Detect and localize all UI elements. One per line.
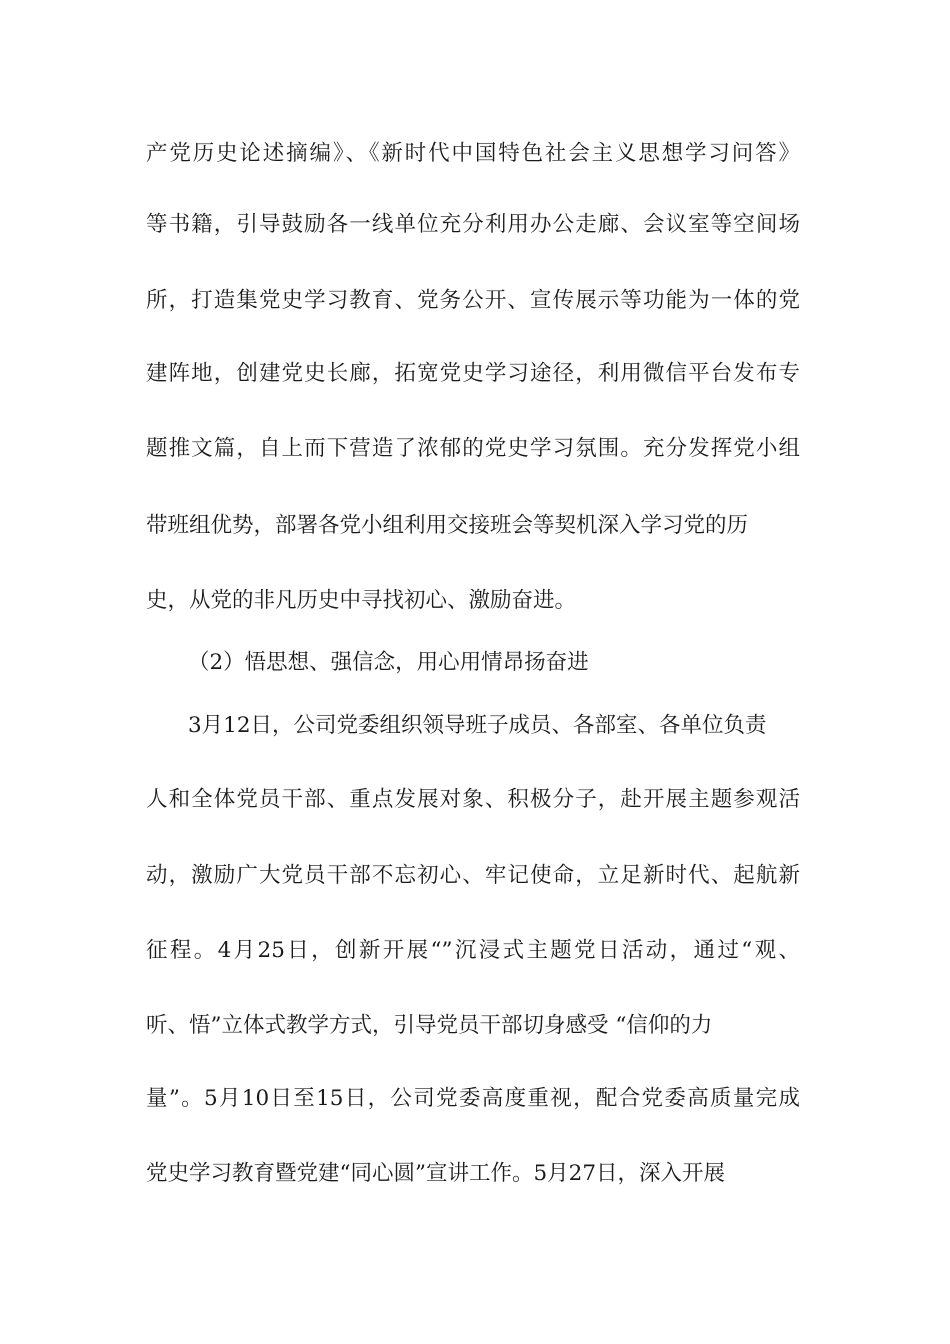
text-line: 听、悟”立体式教学方式，引导党员干部切身感受 “信仰的力 bbox=[146, 1013, 713, 1038]
text-line: 量”。5月10日至15日，公司党委高度重视，配合党委高质量完成 bbox=[146, 1086, 800, 1111]
text-line: 等书籍，引导鼓励各一线单位充分利用办公走廊、会议室等空间场 bbox=[146, 212, 800, 237]
text-line: 建阵地，创建党史长廊，拓宽党史学习途径，利用微信平台发布专 bbox=[146, 361, 800, 386]
text-line: 产党历史论述摘编》、《新时代中国特色社会主义思想学习问答》 bbox=[146, 141, 800, 166]
text-line: 动，激励广大党员干部不忘初心、牢记使命，立足新时代、起航新 bbox=[146, 863, 800, 888]
section-heading: （2）悟思想、强信念，用心用情昂扬奋进 bbox=[188, 650, 589, 675]
text-line: 人和全体党员干部、重点发展对象、积极分子，赴开展主题参观活 bbox=[146, 787, 800, 812]
text-line: 征程。4月25日，创新开展“”沉浸式主题党日活动，通过“观、 bbox=[146, 938, 800, 963]
text-line: 所，打造集党史学习教育、党务公开、宣传展示等功能为一体的党 bbox=[146, 288, 800, 313]
text-line: 带班组优势，部署各党小组利用交接班会等契机深入学习党的历 bbox=[146, 513, 749, 538]
text-line: 题推文篇，自上而下营造了浓郁的党史学习氛围。充分发挥党小组 bbox=[146, 436, 800, 461]
text-line: 党史学习教育暨党建“同心圆”宣讲工作。5月27日，深入开展 bbox=[146, 1161, 726, 1186]
text-line: 史，从党的非凡历史中寻找初心、激励奋进。 bbox=[146, 588, 577, 613]
text-line: 3月12日，公司党委组织领导班子成员、各部室、各单位负责 bbox=[188, 713, 767, 738]
